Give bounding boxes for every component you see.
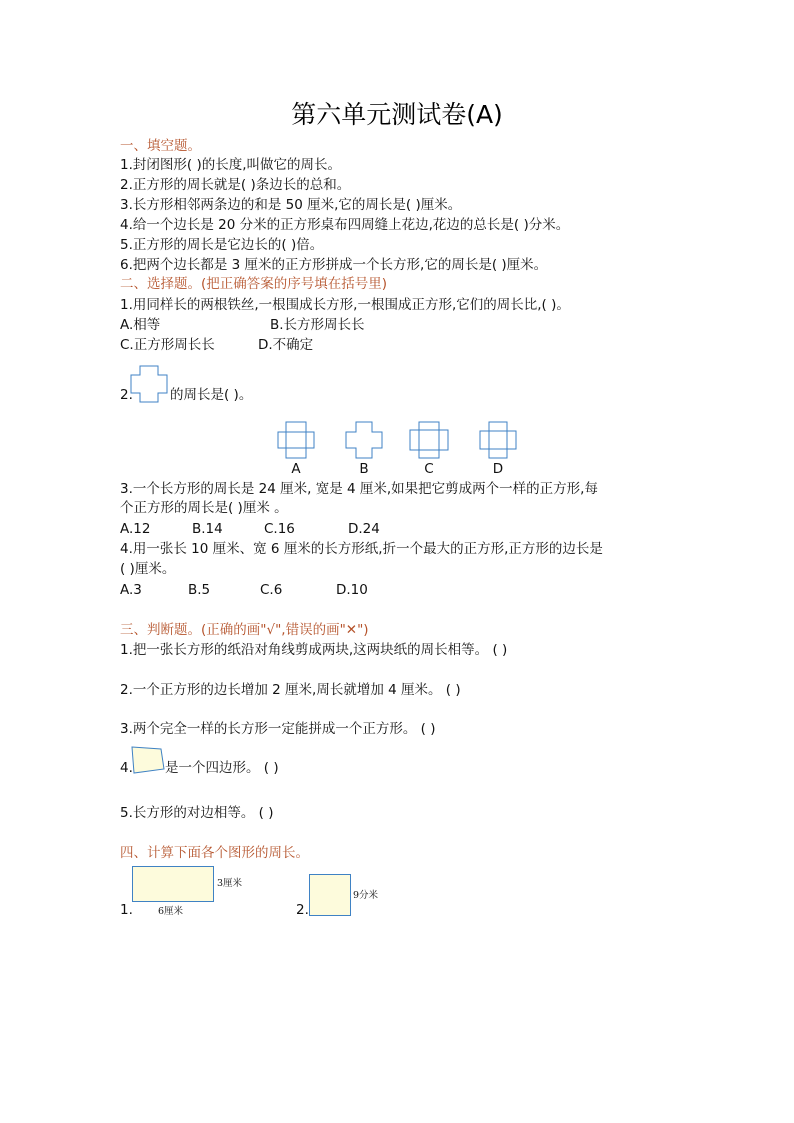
s2-question-1: 1.用同样长的两根铁丝,一根围成长方形,一根围成正方形,它们的周长比,( )。: [120, 297, 570, 313]
s2-q4-option-d: D.10: [336, 582, 368, 598]
s2-q1-option-c: C.正方形周长长: [120, 337, 215, 353]
option-a-figure: [278, 422, 314, 458]
rectangle-width-label: 6厘米: [158, 906, 184, 917]
s1-question-6: 6.把两个边长都是 3 厘米的正方形拼成一个长方形,它的周长是( )厘米。: [120, 257, 548, 273]
option-c-label: C: [424, 461, 434, 477]
s2-q1-option-b: B.长方形周长长: [270, 317, 365, 333]
s2-q3-line1: 3.一个长方形的周长是 24 厘米, 宽是 4 厘米,如果把它剪成两个一样的正方形,每: [120, 481, 598, 497]
s1-question-2: 2.正方形的周长就是( )条边长的总和。: [120, 177, 351, 193]
square-figure: [309, 874, 351, 916]
option-b-figure: [346, 422, 382, 458]
rectangle-figure: [132, 866, 214, 902]
s2-q3-option-a: A.12: [120, 521, 151, 537]
option-c-figure: [410, 422, 448, 458]
s2-q4-option-c: C.6: [260, 582, 283, 598]
s2-q2-text: 的周长是( )。: [170, 387, 253, 403]
cross-shape-figure: [131, 366, 167, 402]
s1-question-3: 3.长方形相邻两条边的和是 50 厘米,它的周长是( )厘米。: [120, 197, 462, 213]
s1-question-1: 1.封闭图形( )的长度,叫做它的周长。: [120, 157, 341, 173]
quadrilateral-figure: [131, 746, 165, 774]
page-title: 第六单元测试卷(A): [291, 100, 503, 129]
s2-q1-option-d: D.不确定: [258, 337, 314, 353]
section-4-heading: 四、计算下面各个图形的周长。: [120, 845, 309, 861]
s4-figure-2-number: 2.: [296, 902, 309, 918]
s2-q3-option-c: C.16: [264, 521, 295, 537]
s3-question-2: 2.一个正方形的边长增加 2 厘米,周长就增加 4 厘米。 ( ): [120, 682, 461, 698]
s2-q1-option-a: A.相等: [120, 317, 161, 333]
s2-q3-line2: 个正方形的周长是( )厘米 。: [120, 500, 288, 516]
s2-q3-option-b: B.14: [192, 521, 223, 537]
s3-question-5: 5.长方形的对边相等。 ( ): [120, 805, 274, 821]
option-d-label: D: [492, 461, 504, 477]
s2-q4-option-b: B.5: [188, 582, 211, 598]
s3-q4-number: 4.: [120, 760, 133, 776]
square-side-label: 9分米: [353, 890, 379, 901]
s2-q2-number: 2.: [120, 387, 133, 403]
s2-q4-option-a: A.3: [120, 582, 142, 598]
s4-figure-1-number: 1.: [120, 902, 133, 918]
s1-question-5: 5.正方形的周长是它边长的( )倍。: [120, 237, 324, 253]
option-b-label: B: [359, 461, 369, 477]
s2-q4-line1: 4.用一张长 10 厘米、宽 6 厘米的长方形纸,折一个最大的正方形,正方形的边长是: [120, 541, 603, 557]
rectangle-height-label: 3厘米: [217, 878, 243, 889]
option-d-figure: [480, 422, 516, 458]
section-2-heading: 二、选择题。(把正确答案的序号填在括号里): [120, 276, 388, 292]
s3-question-3: 3.两个完全一样的长方形一定能拼成一个正方形。 ( ): [120, 721, 436, 737]
s3-question-1: 1.把一张长方形的纸沿对角线剪成两块,这两块纸的周长相等。 ( ): [120, 642, 508, 658]
section-1-heading: 一、填空题。: [120, 138, 201, 154]
s2-q3-option-d: D.24: [348, 521, 380, 537]
option-a-label: A: [291, 461, 301, 477]
s2-q4-line2: ( )厘米。: [120, 561, 176, 577]
s3-q4-text: 是一个四边形。 ( ): [165, 760, 279, 776]
section-3-heading: 三、判断题。(正确的画"√",错误的画"✕"): [120, 622, 369, 638]
s1-question-4: 4.给一个边长是 20 分米的正方形桌布四周缝上花边,花边的总长是( )分米。: [120, 217, 570, 233]
